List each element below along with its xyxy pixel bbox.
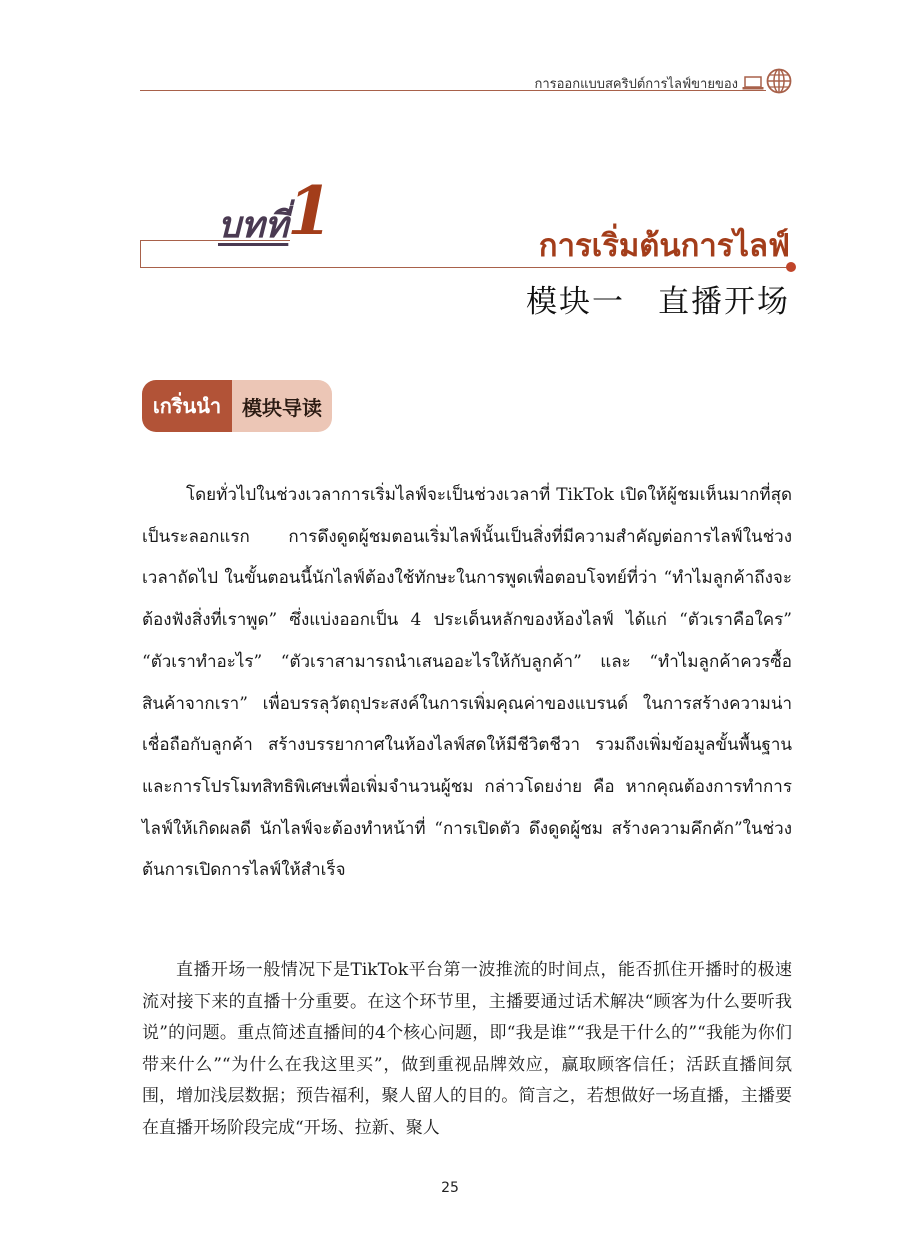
body-paragraph-thai: โดยทั่วไปในช่วงเวลาการเริ่มไลฟ์จะเป็นช่วงเวลาที่ TikTok เปิดให้ผู้ชมเห็นมากที่สุดเป็นระลอกแรก การดึงดูดผู้ชมตอนเริ่มไลฟ์นั้นเป็นสิ่งที่มีความสำคัญต่อการไลฟ์ในช่วงเวลาถัดไป ในขั้นตอนนี้นักไลฟ์ต้องใช้ทักษะในการพูดเพื่อตอบโจทย์ที่ว่า “ทำไมลูกค้าถึงจะต้องฟังสิ่งที่เราพูด” ซึ่งแบ่งออกเป็น 4 ประเด็นหลักของห้องไลฟ์ ได้แก่ “ตัวเราคือใคร” “ตัวเราทำอะไร” “ตัวเราสามารถนำเสนออะไรให้กับลูกค้า” และ “ทำไมลูกค้าควรซื้อสินค้าจากเรา” เพื่อบรรลุวัตถุประสงค์ในการเพิ่มคุณค่าของแบรนด์ ในการสร้างความน่าเชื่อถือกับลูกค้า สร้างบรรยากาศในห้องไลฟ์สดให้มีชีวิตชีวา รวมถึงเพิ่มข้อมูลขั้นพื้นฐานและการโปรโมทสิทธิพิเศษเพื่อเพิ่มจำนวนผู้ชม กล่าวโดยง่าย คือ หากคุณต้องการทำการไลฟ์ให้เกิดผลดี นักไลฟ์จะต้องทำหน้าที่ “การเปิดตัว ดึงดูดผู้ชม สร้างความคึกคัก”ในช่วงต้นการเปิดการไลฟ์ให้สำเร็จ xyxy=(142,485,792,881)
body-paragraph-chinese: 直播开场一般情况下是TikTok平台第一波推流的时间点，能否抓住开播时的极速流对接下来的直播十分重要。在这个环节里，主播要通过话术解决“顾客为什么要听我说”的问题。重点简述直播间的4个核心问题，即“我是谁”“我是干什么的”“我能为你们带来什么”“为什么在我这里买”，做到重视品牌效应，赢取顾客信任；活跃直播间氛围，增加浅层数据；预告福利，聚人留人的目的。简言之，若想做好一场直播，主播要在直播开场阶段完成“开场、拉新、聚人 xyxy=(142,960,792,1138)
section-badge-thai: เกริ่นนำ xyxy=(142,380,232,432)
chapter-title-chinese: 模块一 直播开场 xyxy=(526,284,790,320)
chapter-label: บทที่ xyxy=(218,204,289,246)
running-header-title: การออกแบบสคริปต์การไลฟ์ขายของ xyxy=(534,77,738,92)
laptop-icon xyxy=(742,76,764,90)
globe-icon xyxy=(766,68,792,94)
chapter-number: 1 xyxy=(287,172,333,250)
chapter-decoration-vertical-line xyxy=(140,240,141,268)
page-number: 25 xyxy=(441,1180,459,1196)
section-badge-chinese: 模块导读 xyxy=(232,380,332,432)
section-badge xyxy=(142,380,332,432)
chapter-title-thai: การเริ่มต้นการไลฟ์ xyxy=(538,228,790,264)
